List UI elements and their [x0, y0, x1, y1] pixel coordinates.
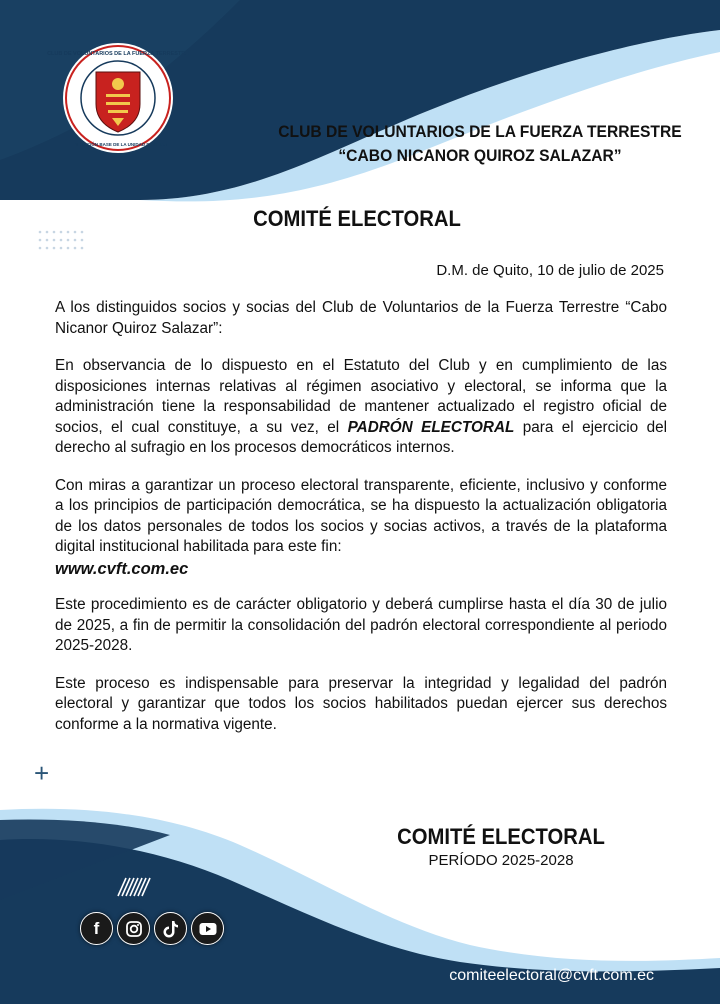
padron-electoral-emphasis: PADRÓN ELECTORAL — [347, 418, 515, 436]
signature-period: PERÍODO 2025-2028 — [428, 852, 574, 869]
paragraph-1-text-a: En observancia de lo dispuesto en el Estatuto del Club y en cumplimiento de las disposiciones internas relativas al régimen asociativo y electoral, se informa que la administración tiene la responsabilidad de mantener actualizado el registro oficial de socios, el cual constituye, a su vez, el — [55, 357, 667, 436]
social-links — [80, 912, 224, 945]
paragraph-2-text: Con miras a garantizar un proceso electoral transparente, eficiente, inclusivo y conforme a los principios de participación democrática, se ha dispuesto la actualización obligatoria de los datos personales de todos los socios y socias activos, a través de la plataforma digital institucional habilitada para este fin: — [55, 476, 667, 555]
page-title: COMITÉ ELECTORAL — [253, 206, 461, 231]
signature-title: COMITÉ ELECTORAL — [397, 824, 605, 849]
logo-bottom-text: FEDERACIÓN BASE DE LA UNIDAD FAMILIAR — [68, 142, 168, 147]
hatch-lines-icon — [118, 878, 150, 896]
letter-date: D.M. de Quito, 10 de julio de 2025 — [436, 262, 664, 279]
plus-icon: + — [34, 758, 50, 788]
instagram-icon[interactable] — [117, 912, 150, 945]
paragraph-4: Este proceso es indispensable para preservar la integridad y legalidad del padrón electoral y garantizar que todos los socios habilitados puedan ejercer sus derechos conforme a la normativa vigente. — [55, 674, 667, 733]
paragraph-2 — [55, 476, 667, 580]
club-name-line-1: CLUB DE VOLUNTARIOS DE LA FUERZA TERRESTRE — [278, 122, 682, 141]
paragraph-1-text-b: para el ejercicio del derecho al sufragio en los procesos democráticos internos. — [55, 418, 668, 456]
club-logo-icon — [47, 42, 189, 154]
logo-top-text: CLUB DE VOLUNTARIOS DE LA FUERZA TERRESTRE — [47, 51, 189, 57]
letter-body — [55, 298, 667, 752]
decorative-dots-icon — [38, 230, 88, 254]
youtube-icon[interactable] — [191, 912, 224, 945]
paragraph-3: Este procedimiento es de carácter obligatorio y deberá cumplirse hasta el día 30 de julio de 2025, a fin de permitir la consolidación del padrón electoral correspondiente al periodo 2025-2028. — [55, 596, 667, 654]
club-name-line-2: “CABO NICANOR QUIROZ SALAZAR” — [338, 146, 622, 165]
club-name-heading — [259, 120, 701, 168]
facebook-icon[interactable]: f — [80, 912, 113, 945]
greeting-paragraph: A los distinguidos socios y socias del Club de Voluntarios de la Fuerza Terrestre “Cabo Nicanor Quiroz Salazar”: — [55, 299, 667, 337]
paragraph-1 — [55, 356, 667, 459]
website-link[interactable]: www.cvft.com.ec — [55, 559, 189, 578]
signature-block — [360, 824, 642, 869]
contact-email[interactable]: comiteelectoral@cvft.com.ec — [449, 967, 654, 984]
tiktok-icon[interactable] — [154, 912, 187, 945]
